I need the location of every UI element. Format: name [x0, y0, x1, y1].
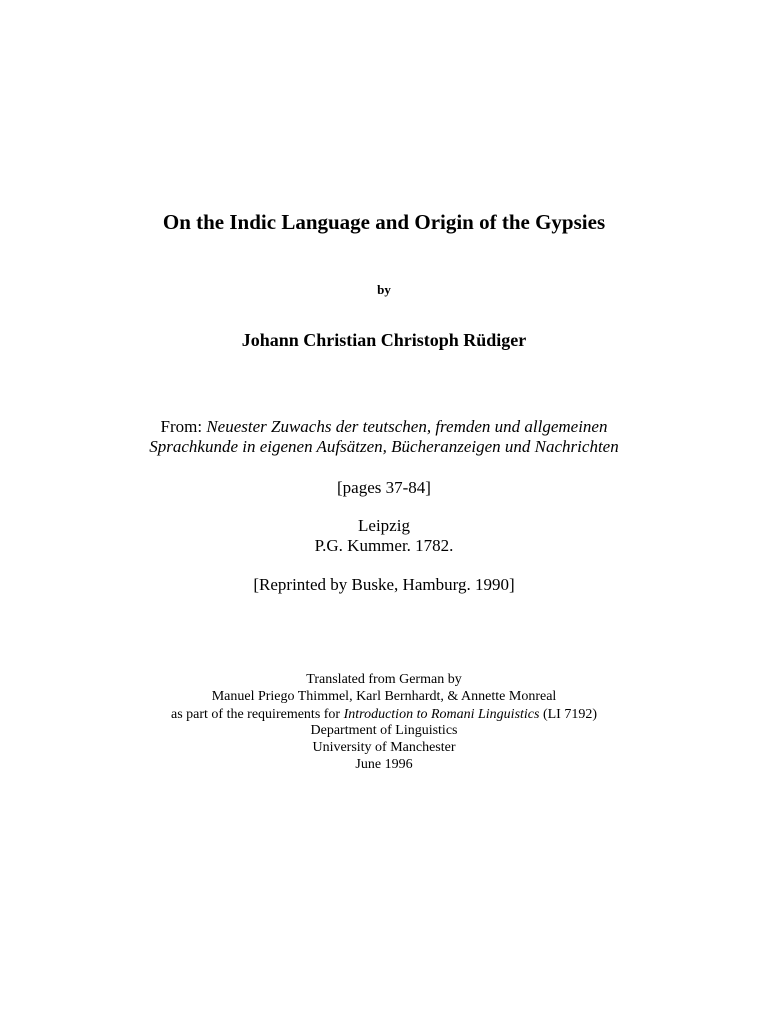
translators: Manuel Priego Thimmel, Karl Bernhardt, & Annette Monreal: [211, 689, 557, 704]
publisher-info: P.G. Kummer. 1782.: [314, 536, 454, 555]
department: Department of Linguistics: [310, 723, 458, 738]
translation-note: Translated from German by: [306, 672, 462, 687]
course-prefix: as part of the requirements for: [170, 707, 344, 722]
author-name: Johann Christian Christoph Rüdiger: [241, 330, 527, 350]
source-line-1: [0, 418, 768, 435]
document-title: On the Indic Language and Origin of the Gypsies: [162, 210, 606, 234]
course-requirement: [0, 708, 768, 722]
course-title: Introduction to Romani Linguistics: [343, 707, 540, 722]
source-line-2: [0, 438, 768, 455]
publication-place: Leipzig: [358, 516, 410, 535]
translation-date: June 1996: [355, 757, 413, 772]
reprint-info: [Reprinted by Buske, Hamburg. 1990]: [253, 575, 515, 594]
university: University of Manchester: [312, 740, 456, 755]
source-title-part-1: Neuester Zuwachs der teutschen, fremden und allgemeinen: [206, 417, 608, 436]
course-code: (LI 7192): [539, 707, 598, 722]
by-line: by: [377, 282, 391, 297]
source-title-part-2: Sprachkunde in eigenen Aufsätzen, Bücheranzeigen und Nachrichten: [149, 437, 619, 456]
source-prefix: From:: [160, 417, 207, 436]
page-range: [pages 37-84]: [337, 478, 431, 497]
